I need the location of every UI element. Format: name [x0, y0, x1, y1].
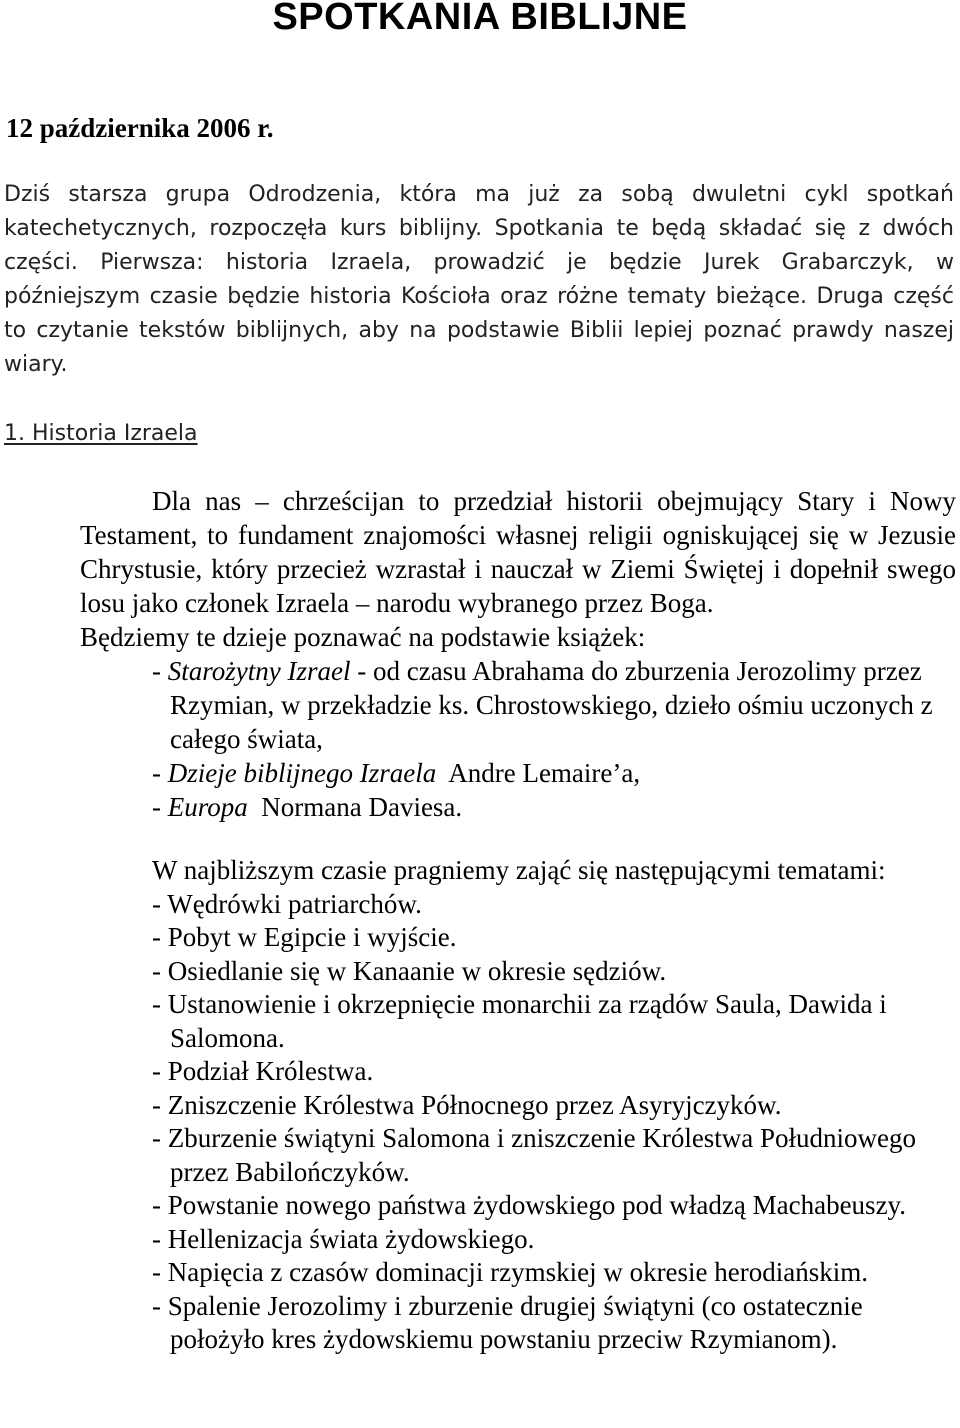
topic-item: - Napięcia z czasów dominacji rzymskiej w okresie herodiańskim. [152, 1257, 869, 1287]
intro-text: Dziś starsza grupa Odrodzenia, która ma już za sobą dwuletni cykl spotkań katechetycznych, rozpoczęła kurs biblijny. Spotkania te będą składać się z dwóch części. Pierwsza: historia Izraela, prowadzić je będzie Jurek Grabarczyk, w późniejszym czasie będzie historia Kościoła oraz różne tematy bieżące. Druga część to czytanie tekstów biblijnych, aby na podstawie Biblii lepiej poznać prawdy naszej wiary. [4, 182, 954, 377]
section-title: Historia Izraela [32, 421, 198, 446]
topic-item: - Spalenie Jerozolimy i zburzenie drugiej świątyni (co ostatecznie położyło kres żydowskiemu powstaniu przeciw Rzymianom). [152, 1290, 863, 1354]
book-title: Dzieje biblijnego Izraela [167, 758, 437, 788]
section-body [80, 484, 956, 824]
section-heading [4, 417, 198, 451]
topic-item: - Zburzenie świątyni Salomona i zniszczenie Królestwa Południowego przez Babilończyków. [152, 1123, 917, 1187]
book-item [152, 654, 956, 756]
section-paragraph: Dla nas – chrześcijan to przedział historii obejmujący Stary i Nowy Testament, to fundament znajomości własnej religii ogniskującej się w Jezusie Chrystusie, który przecież wzrastał i nauczał w Ziemi Świętej i dopełnił swego losu jako członek Izraela – narodu wybranego przez Boga. [80, 486, 956, 618]
document-date: 12 października 2006 r. [6, 113, 274, 143]
section-number: 1. [4, 421, 25, 446]
book-item [152, 790, 956, 824]
books-intro: Będziemy te dzieje poznawać na podstawie książek: [80, 622, 646, 652]
topic-item: - Hellenizacja świata żydowskiego. [152, 1223, 535, 1254]
books-list [80, 654, 956, 824]
intro-paragraph [4, 178, 954, 382]
section-heading-text [4, 421, 198, 446]
topics-intro: W najbliższym czasie pragniemy zająć się następującymi tematami: [152, 855, 886, 885]
book-title: Europa [167, 792, 248, 822]
book-item [152, 756, 956, 790]
topic-item: - Powstanie nowego państwa żydowskiego pod władzą Machabeuszy. [152, 1190, 907, 1220]
topic-item: - Wędrówki patriarchów. [152, 888, 422, 919]
list-dash: - [152, 656, 168, 686]
book-description: Normana Daviesa. [247, 792, 463, 822]
list-dash: - [152, 792, 168, 822]
book-description: Andre Lemaire’a, [436, 758, 641, 788]
book-title: Starożytny Izrael [167, 656, 351, 686]
topic-item: - Pobyt w Egipcie i wyjście. [152, 922, 457, 952]
document-title: SPOTKANIA BIBLIJNE [272, 0, 688, 38]
topic-item: - Osiedlanie się w Kanaanie w okresie sędziów. [152, 955, 667, 986]
topics-list [152, 888, 956, 1357]
topics-block [152, 854, 956, 1357]
list-dash: - [152, 758, 168, 788]
book-description: - od czasu Abrahama do zburzenia Jerozolimy przez Rzymian, w przekładzie ks. Chrostowskiego, dzieło ośmiu uczonych z całego świata, [170, 656, 933, 754]
topic-item: - Podział Królestwa. [152, 1056, 374, 1086]
topic-item: - Zniszczenie Królestwa Północnego przez Asyryjczyków. [152, 1089, 782, 1120]
topic-item: - Ustanowienie i okrzepnięcie monarchii za rządów Saula, Dawida i Salomona. [152, 989, 887, 1053]
